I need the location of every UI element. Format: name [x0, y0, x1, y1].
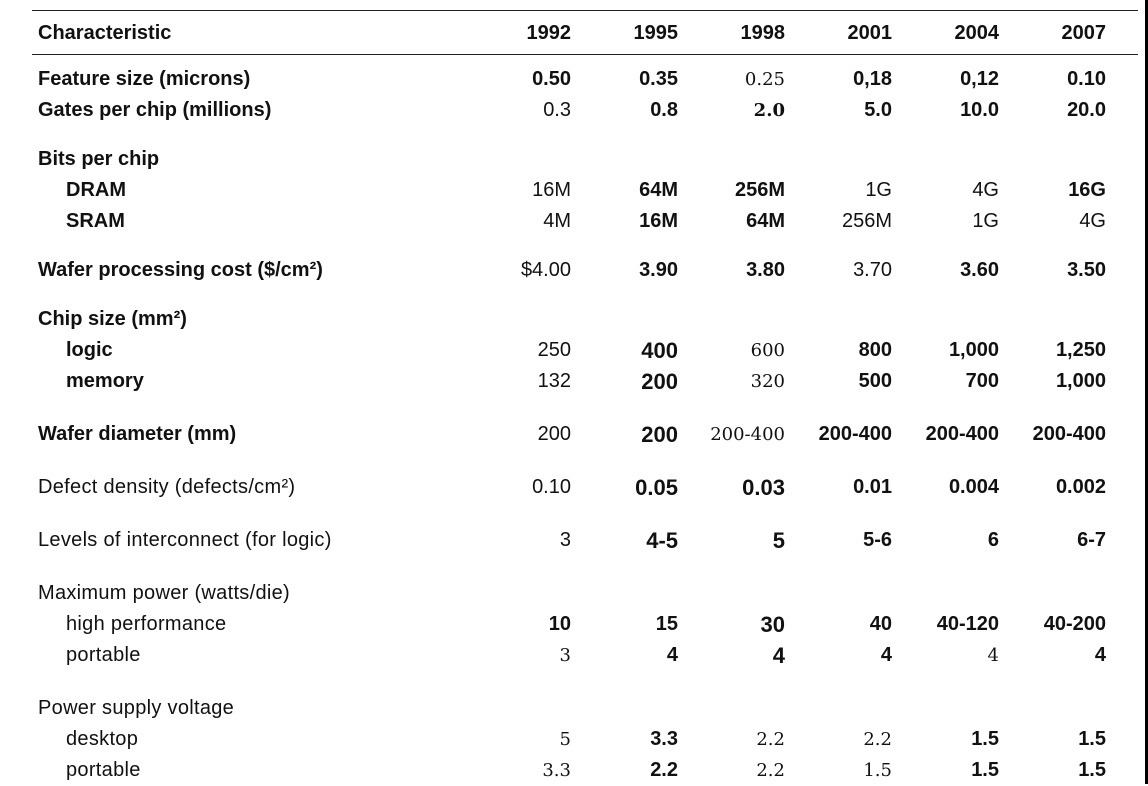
cell: 800 — [858, 339, 892, 361]
spacer — [32, 397, 1106, 419]
cell: 1.5 — [1078, 728, 1106, 750]
cell: 320 — [750, 371, 785, 392]
table-row — [32, 755, 1106, 786]
cell: 40 — [869, 613, 892, 635]
cell: 40-120 — [936, 613, 999, 635]
header-year: 2007 — [1061, 21, 1106, 44]
cell: 3.50 — [1067, 259, 1106, 281]
cell: 1.5 — [863, 760, 892, 781]
cell: 4G — [972, 179, 999, 201]
cell: 700 — [965, 370, 999, 392]
cell: 16G — [1068, 179, 1106, 201]
table-row — [32, 640, 1106, 671]
section-label: Chip size (mm²) — [38, 308, 187, 330]
table-row — [32, 175, 1106, 206]
table-row — [32, 578, 1106, 609]
cell: 5 — [559, 729, 571, 750]
cell: 64M — [639, 179, 678, 201]
header-year: 1998 — [740, 21, 785, 44]
cell: 2.0 — [753, 100, 785, 121]
spacer — [32, 450, 1106, 472]
row-label: Feature size (microns) — [38, 68, 251, 90]
table-row — [32, 255, 1106, 286]
cell: 200-400 — [1032, 423, 1106, 445]
row-label: portable — [66, 644, 141, 666]
cell: 600 — [750, 340, 785, 361]
cell: 3 — [559, 645, 571, 666]
spacer — [32, 503, 1106, 525]
cell: 2.2 — [863, 729, 892, 750]
spacer — [32, 237, 1106, 255]
spacer — [32, 286, 1106, 304]
header-year: 1992 — [526, 21, 571, 44]
row-label: logic — [66, 339, 113, 361]
spacer — [32, 52, 1106, 64]
cell: 4G — [1079, 210, 1106, 232]
cell: 3.3 — [542, 760, 571, 781]
row-label: Wafer diameter (mm) — [38, 423, 237, 445]
cell: 30 — [760, 611, 785, 637]
cell: 4 — [666, 644, 678, 666]
cell: 4 — [772, 642, 785, 668]
cell: 200 — [537, 423, 571, 445]
cell: 20.0 — [1067, 99, 1106, 121]
cell: 0.10 — [1067, 68, 1106, 90]
spacer — [32, 556, 1106, 578]
row-label: Gates per chip (millions) — [38, 99, 272, 121]
cell: 0.35 — [639, 68, 678, 90]
row-label: portable — [66, 759, 141, 781]
cell: 1.5 — [971, 759, 999, 781]
cell: 0.50 — [532, 68, 571, 90]
cell: 4M — [543, 210, 571, 232]
cell: 0.004 — [948, 476, 999, 498]
table-row — [32, 693, 1106, 724]
cell: 3 — [559, 529, 571, 551]
table-row — [32, 366, 1106, 397]
cell: 3.80 — [746, 259, 785, 281]
cell: 3.60 — [960, 259, 999, 281]
cell: 3.90 — [639, 259, 678, 281]
cell: 64M — [746, 210, 785, 232]
cell: 0.002 — [1055, 476, 1106, 498]
cell: 0.3 — [543, 99, 571, 121]
row-label: memory — [66, 370, 144, 392]
cell: 10 — [548, 613, 571, 635]
cell: 132 — [537, 370, 571, 392]
table-row — [32, 472, 1106, 503]
cell: 2.2 — [756, 729, 785, 750]
cell: 3.3 — [650, 728, 678, 750]
cell: 200-400 — [818, 423, 892, 445]
cell: 200-400 — [925, 423, 999, 445]
cell: 4-5 — [646, 527, 678, 553]
cell: 1,000 — [948, 339, 999, 361]
cell: 0.01 — [853, 476, 892, 498]
cell: 5.0 — [864, 99, 892, 121]
cell: 4 — [987, 645, 999, 666]
table-row — [32, 95, 1106, 126]
row-label: Levels of interconnect (for logic) — [38, 529, 332, 551]
cell: 0.25 — [744, 69, 785, 90]
section-label: Bits per chip — [38, 148, 160, 170]
cell: 1.5 — [1078, 759, 1106, 781]
table-row — [32, 304, 1106, 335]
cell: 0.03 — [742, 474, 785, 500]
cell: 250 — [537, 339, 571, 361]
cell: 1G — [865, 179, 892, 201]
cell: 15 — [655, 613, 678, 635]
row-label: Wafer processing cost ($/cm²) — [38, 259, 323, 281]
cell: 400 — [641, 337, 678, 363]
cell: 1,250 — [1055, 339, 1106, 361]
cell: 0.10 — [532, 476, 571, 498]
cell: 1,000 — [1055, 370, 1106, 392]
cell: 6-7 — [1077, 529, 1106, 551]
table-row — [32, 206, 1106, 237]
row-label: DRAM — [66, 179, 126, 201]
cell: 16M — [532, 179, 571, 201]
row-label: SRAM — [66, 210, 125, 232]
table-row — [32, 525, 1106, 556]
section-label: Maximum power (watts/die) — [38, 582, 291, 604]
table-top-rule — [32, 10, 1138, 11]
table-row — [32, 335, 1106, 366]
cell: 200 — [641, 421, 678, 447]
cell: 5-6 — [863, 529, 892, 551]
row-label: high performance — [66, 613, 227, 635]
table-header-row — [32, 14, 1106, 52]
cell: 10.0 — [960, 99, 999, 121]
section-label: Power supply voltage — [38, 697, 235, 719]
cell: 0,12 — [960, 68, 999, 90]
cell: 6 — [987, 529, 999, 551]
table-row — [32, 724, 1106, 755]
header-year: 2001 — [847, 21, 892, 44]
row-label: Defect density (defects/cm²) — [38, 476, 296, 498]
spacer — [32, 671, 1106, 693]
table-row — [32, 419, 1106, 450]
cell: 40-200 — [1043, 613, 1106, 635]
cell: 5 — [772, 527, 785, 553]
table-row — [32, 144, 1106, 175]
cell: 1G — [972, 210, 999, 232]
cell: 16M — [639, 210, 678, 232]
cell: 256M — [841, 210, 892, 232]
cell: 2.2 — [756, 760, 785, 781]
cell: $4.00 — [520, 259, 571, 281]
header-year: 2004 — [954, 21, 999, 44]
cell: 4 — [880, 644, 892, 666]
spacer — [32, 126, 1106, 144]
cell: 0.8 — [650, 99, 678, 121]
cell: 256M — [734, 179, 785, 201]
cell: 0.05 — [635, 474, 678, 500]
header-year: 1995 — [633, 21, 678, 44]
table-row — [32, 609, 1106, 640]
cell: 4 — [1094, 644, 1106, 666]
technology-roadmap-table — [32, 14, 1106, 786]
cell: 200-400 — [710, 424, 785, 445]
cell: 500 — [858, 370, 892, 392]
row-label: desktop — [66, 728, 139, 750]
cell: 3.70 — [853, 259, 892, 281]
cell: 1.5 — [971, 728, 999, 750]
table-row — [32, 64, 1106, 95]
cell: 200 — [641, 368, 678, 394]
header-characteristic: Characteristic — [38, 21, 172, 44]
cell: 2.2 — [650, 759, 678, 781]
cell: 0,18 — [853, 68, 892, 90]
